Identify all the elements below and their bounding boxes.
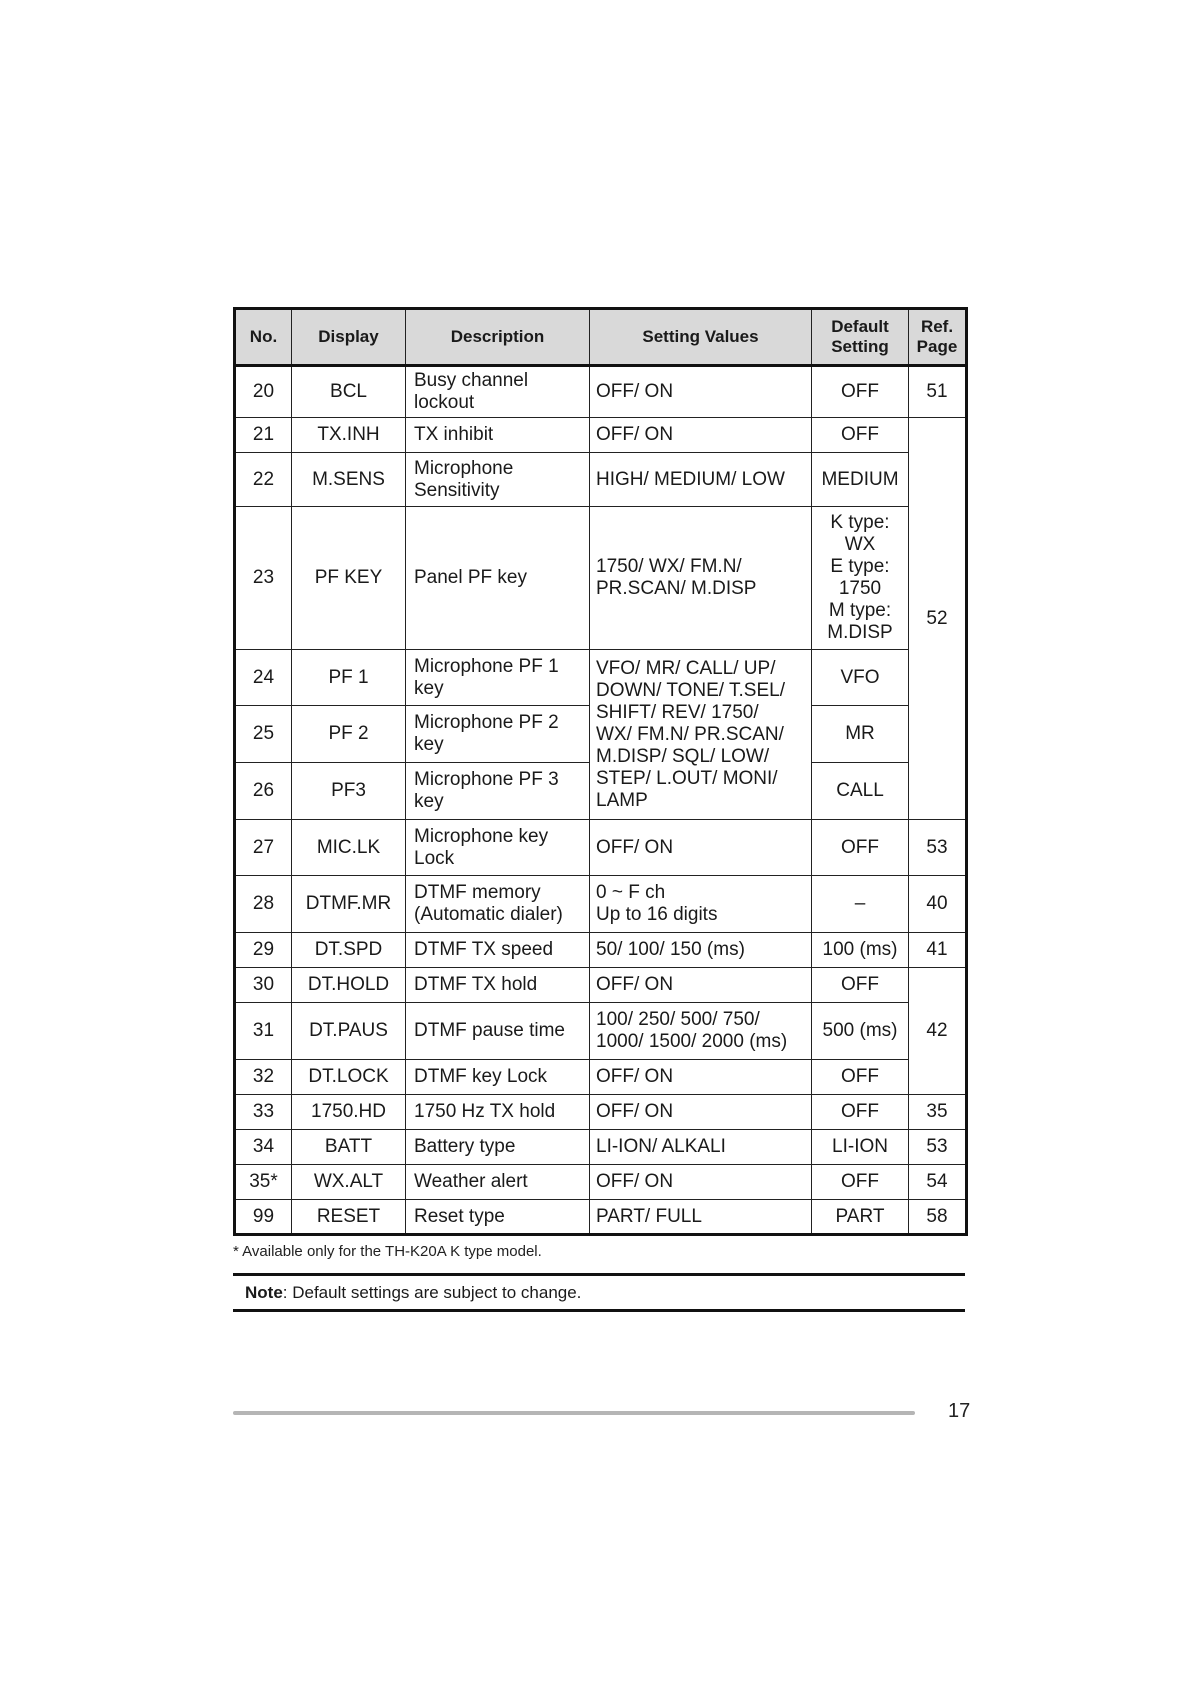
cell-description: DTMF TX speed [406,933,590,968]
cell-description: Battery type [406,1130,590,1165]
cell-display: BCL [292,366,406,418]
cell-display: DT.PAUS [292,1003,406,1060]
note-text: : Default settings are subject to change. [282,1283,582,1302]
cell-description: Weather alert [406,1165,590,1200]
cell-values: 50/ 100/ 150 (ms) [590,933,812,968]
cell-display: DT.SPD [292,933,406,968]
cell-values: LI-ION/ ALKALI [590,1130,812,1165]
cell-ref: 51 [909,366,967,418]
cell-no: 25 [235,706,292,763]
cell-display: PF 2 [292,706,406,763]
header-no: No. [235,309,292,366]
cell-display: PF3 [292,763,406,820]
header-description: Description [406,309,590,366]
table-row [235,1130,967,1165]
cell-no: 20 [235,366,292,418]
cell-description: DTMF key Lock [406,1060,590,1095]
cell-no: 23 [235,507,292,650]
cell-values: OFF/ ON [590,1165,812,1200]
cell-default: 100 (ms) [812,933,909,968]
cell-display: DT.LOCK [292,1060,406,1095]
menu-settings-table [233,307,968,1236]
cell-values: OFF/ ON [590,366,812,418]
table-row [235,650,967,706]
cell-no: 33 [235,1095,292,1130]
cell-display: TX.INH [292,418,406,453]
cell-values: PART/ FULL [590,1200,812,1235]
cell-values: 0 ~ F ch Up to 16 digits [590,876,812,933]
page-footer-rule [233,1411,915,1415]
cell-values: OFF/ ON [590,968,812,1003]
cell-default: OFF [812,1095,909,1130]
cell-no: 21 [235,418,292,453]
cell-default: 500 (ms) [812,1003,909,1060]
cell-ref: 53 [909,1130,967,1165]
header-ref-page: Ref. Page [909,309,967,366]
cell-ref: 41 [909,933,967,968]
table-row [235,453,967,507]
cell-ref: 40 [909,876,967,933]
cell-no: 30 [235,968,292,1003]
cell-default: K type: WX E type: 1750 M type: M.DISP [812,507,909,650]
table-row [235,507,967,650]
cell-display: PF KEY [292,507,406,650]
cell-values: VFO/ MR/ CALL/ UP/ DOWN/ TONE/ T.SEL/ SHIFT/ REV/ 1750/ WX/ FM.N/ PR.SCAN/ M.DISP/ SQL/ LOW/ STEP/ L.OUT/ MONI/ LAMP [590,650,812,820]
cell-ref: 58 [909,1200,967,1235]
table-row [235,1165,967,1200]
cell-default: CALL [812,763,909,820]
cell-default: OFF [812,968,909,1003]
cell-default: VFO [812,650,909,706]
table-row [235,1095,967,1130]
cell-ref: 53 [909,820,967,876]
cell-description: Microphone key Lock [406,820,590,876]
cell-description: Reset type [406,1200,590,1235]
cell-values: OFF/ ON [590,418,812,453]
cell-ref: 35 [909,1095,967,1130]
cell-description: 1750 Hz TX hold [406,1095,590,1130]
cell-description: Microphone PF 1 key [406,650,590,706]
cell-description: Microphone PF 2 key [406,706,590,763]
cell-ref: 42 [909,968,967,1095]
cell-values: OFF/ ON [590,820,812,876]
header-setting-values: Setting Values [590,309,812,366]
cell-values: OFF/ ON [590,1095,812,1130]
note-label: Note [245,1283,283,1302]
cell-display: 1750.HD [292,1095,406,1130]
cell-description: DTMF memory (Automatic dialer) [406,876,590,933]
cell-description: Microphone Sensitivity [406,453,590,507]
cell-no: 35* [235,1165,292,1200]
cell-ref: 52 [909,418,967,820]
table-row [235,876,967,933]
cell-default: OFF [812,366,909,418]
cell-no: 31 [235,1003,292,1060]
cell-description: Panel PF key [406,507,590,650]
cell-default: OFF [812,1060,909,1095]
cell-no: 32 [235,1060,292,1095]
table-row [235,968,967,1003]
cell-display: PF 1 [292,650,406,706]
cell-values: HIGH/ MEDIUM/ LOW [590,453,812,507]
table-row [235,366,967,418]
cell-values: 1750/ WX/ FM.N/ PR.SCAN/ M.DISP [590,507,812,650]
cell-no: 34 [235,1130,292,1165]
cell-no: 29 [235,933,292,968]
cell-description: TX inhibit [406,418,590,453]
cell-display: RESET [292,1200,406,1235]
table-footnote: * Available only for the TH-K20A K type model. [233,1243,542,1260]
cell-description: DTMF TX hold [406,968,590,1003]
cell-description: Busy channel lockout [406,366,590,418]
cell-no: 99 [235,1200,292,1235]
cell-default: OFF [812,1165,909,1200]
cell-no: 24 [235,650,292,706]
cell-default: OFF [812,820,909,876]
cell-no: 28 [235,876,292,933]
note-box [233,1273,965,1312]
cell-display: DT.HOLD [292,968,406,1003]
cell-display: DTMF.MR [292,876,406,933]
table-row [235,820,967,876]
table-header-row [235,309,967,366]
cell-default: OFF [812,418,909,453]
cell-values: 100/ 250/ 500/ 750/ 1000/ 1500/ 2000 (ms) [590,1003,812,1060]
cell-no: 26 [235,763,292,820]
cell-default: LI-ION [812,1130,909,1165]
table-row [235,418,967,453]
cell-default: MEDIUM [812,453,909,507]
cell-no: 22 [235,453,292,507]
cell-display: BATT [292,1130,406,1165]
cell-no: 27 [235,820,292,876]
cell-description: Microphone PF 3 key [406,763,590,820]
page-number: 17 [948,1400,971,1422]
table-row [235,1003,967,1060]
table-row [235,933,967,968]
table-row [235,1200,967,1235]
table-row [235,1060,967,1095]
cell-description: DTMF pause time [406,1003,590,1060]
cell-display: MIC.LK [292,820,406,876]
cell-display: M.SENS [292,453,406,507]
cell-values: OFF/ ON [590,1060,812,1095]
cell-default: – [812,876,909,933]
cell-default: PART [812,1200,909,1235]
cell-ref: 54 [909,1165,967,1200]
cell-display: WX.ALT [292,1165,406,1200]
header-display: Display [292,309,406,366]
header-default-setting: Default Setting [812,309,909,366]
cell-default: MR [812,706,909,763]
